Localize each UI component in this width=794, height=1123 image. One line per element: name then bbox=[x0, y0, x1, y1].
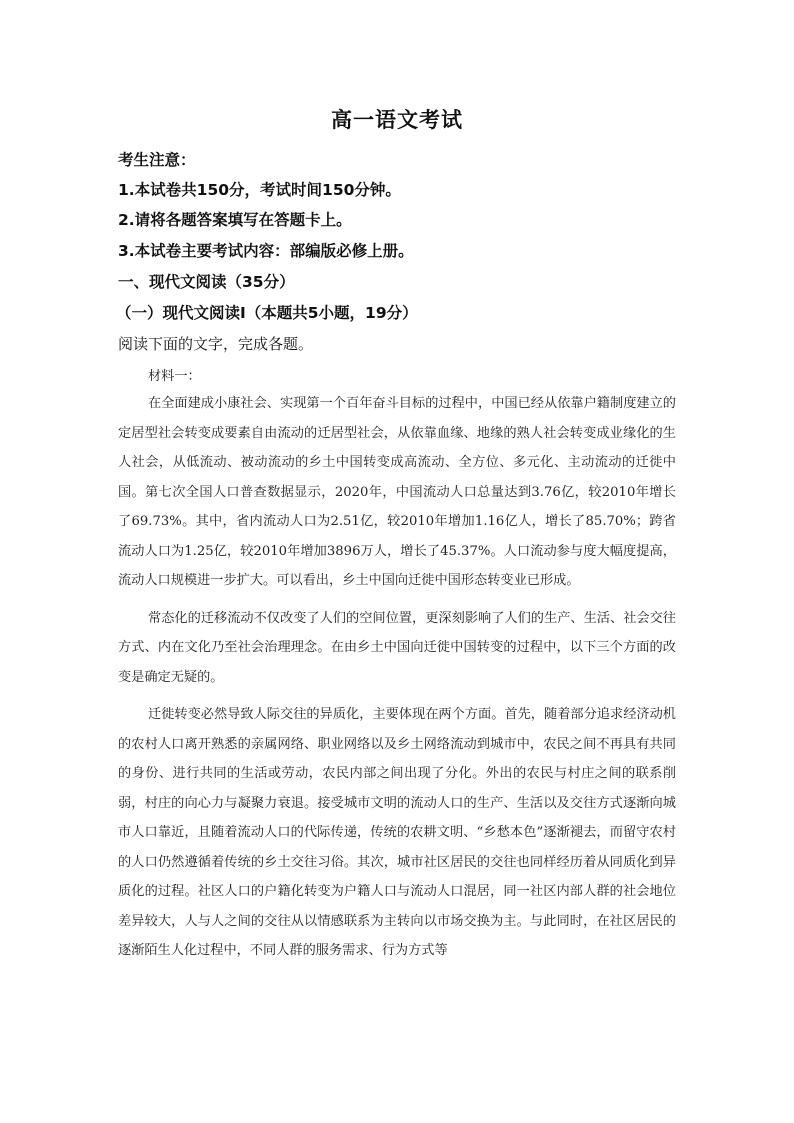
passage-paragraph-3: 迁徙转变必然导致人际交往的异质化，主要体现在两个方面。首先，随着部分追求经济动机的农村人口离开熟悉的亲属网络、职业网络以及乡土网络流动到城市中，农民之间不再具有共同的身份、进行共同的生活或劳动，农民内部之间出现了分化。外出的农民与村庄之间的联系削弱，村庄的向心力与凝聚力衰退。接受城市文明的流动人口的生产、生活以及交往方式逐渐向城市人口靠近，且随着流动人口的代际传递，传统的农耕文明、“乡愁本色”逐渐褪去，而留守农村的人口仍然遵循着传统的乡土交往习俗。其次，城市社区居民的交往也同样经历着从同质化到异质化的过程。社区人口的户籍化转变为户籍人口与流动人口混居，同一社区内部人群的社会地位差异较大，人与人之间的交往从以情感联系为主转向以市场交换为主。与此同时，在社区居民的逐渐陌生人化过程中，不同人群的服务需求、行为方式等 bbox=[118, 707, 676, 958]
passage-body bbox=[118, 389, 676, 966]
reading-instruction: 阅读下面的文字，完成各题。 bbox=[118, 335, 314, 353]
notice-item-3: 3.本试卷主要考试内容：部编版必修上册。 bbox=[118, 242, 414, 260]
exam-title: 高一语文考试 bbox=[331, 107, 463, 132]
material-label: 材料一： bbox=[148, 369, 201, 384]
notice-item-1: 1.本试卷共150分，考试时间150分钟。 bbox=[118, 181, 401, 199]
passage-paragraph-1: 在全面建成小康社会、实现第一个百年奋斗目标的过程中，中国已经从依靠户籍制度建立的定居型社会转变成要素自由流动的迁居型社会，从依靠血缘、地缘的熟人社会转变成业缘化的生人社会，从低流动、被动流动的乡土中国转变成高流动、全方位、多元化、主动流动的迁徙中国。第七次全国人口普查数据显示，2020年，中国流动人口总量达到3.76亿，较2010年增长了69.73%。其中，省内流动人口为2.51亿，较2010年增加1.16亿人，增长了85.70%；跨省流动人口为1.25亿，较2010年增加3896万人，增长了45.37%。人口流动参与度大幅度提高，流动人口规模进一步扩大。可以看出，乡土中国向迁徙中国形态转变业已形成。 bbox=[118, 396, 676, 588]
notice-heading: 考生注意： bbox=[118, 151, 196, 169]
section-heading: 一、现代文阅读（35分） bbox=[118, 273, 295, 291]
subsection-heading: （一）现代文阅读Ⅰ（本题共5小题，19分） bbox=[116, 304, 418, 322]
passage-paragraph-2: 常态化的迁移流动不仅改变了人们的空间位置，更深刻影响了人们的生产、生活、社会交往方式、内在文化乃至社会治理理念。在由乡土中国向迁徙中国转变的过程中，以下三个方面的改变是确定无疑的。 bbox=[118, 610, 676, 685]
notice-item-2: 2.请将各题答案填写在答题卡上。 bbox=[118, 211, 352, 229]
